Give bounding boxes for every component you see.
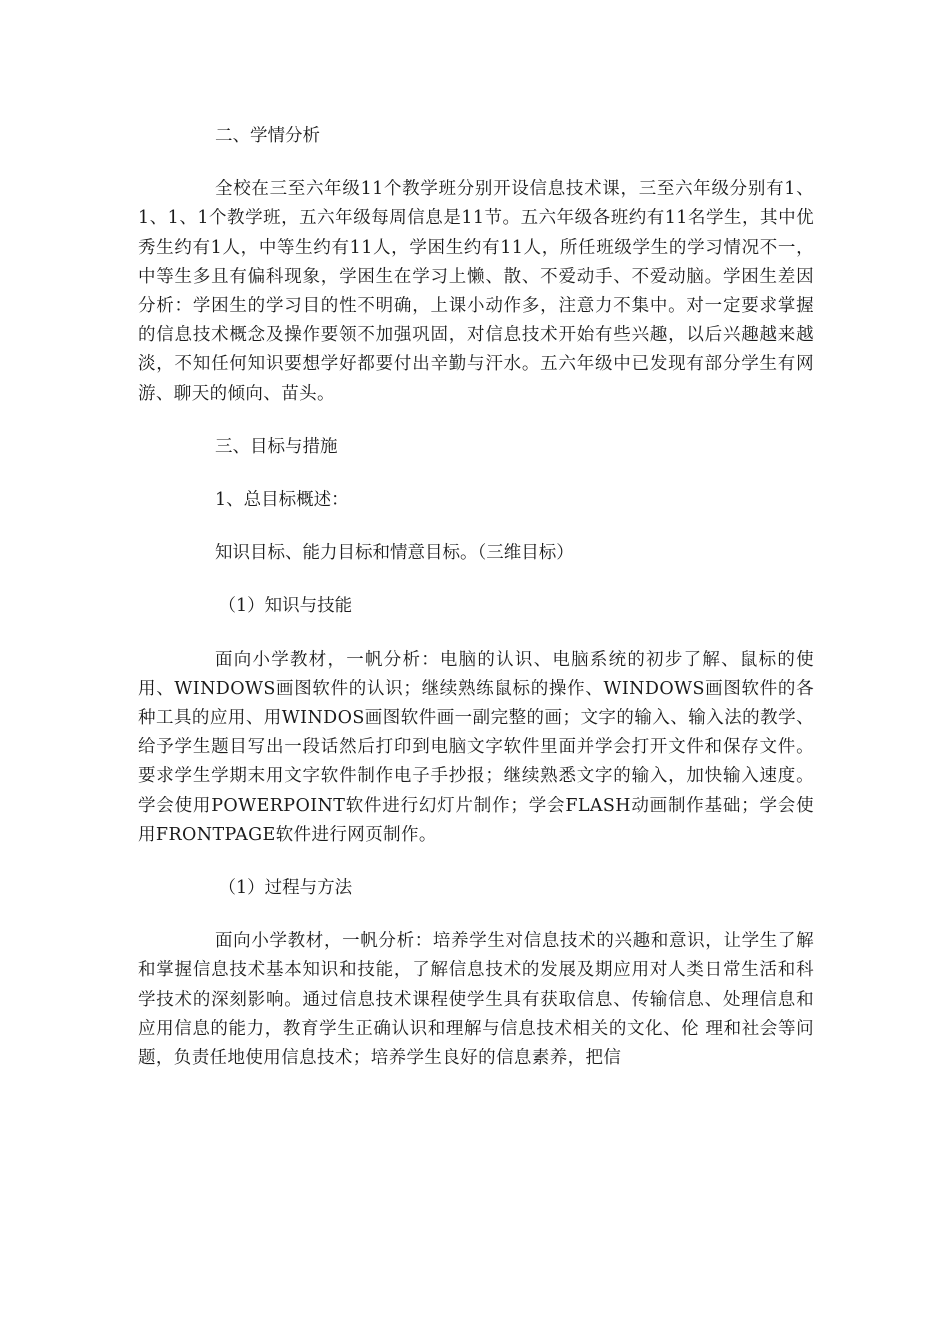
process-methods-body: 面向小学教材，一帆分析：培养学生对信息技术的兴趣和意识，让学生了解和掌握信息技术基本知识和技能，了解信息技术的发展及期应用对人类日常生活和科学技术的深刻影响。通过信息技术课程使学生具有获取信息、传输信息、处理信息和应用信息的能力，教育学生正确认识和理解与信息技术相关的文化、伦 理和社会等问题，负责任地使用信息技术；培养学生良好的信息素养，把信	[138, 931, 814, 1069]
document-page	[138, 122, 814, 1097]
process-methods-heading: （1）过程与方法	[218, 878, 353, 899]
knowledge-skills-body: 面向小学教材，一帆分析：电脑的认识、电脑系统的初步了解、鼠标的使用、WINDOWS画图软件的认识；继续熟练鼠标的操作、WINDOWS画图软件的各种工具的应用、用WINDOS画图软件画一副完整的画；文字的输入、输入法的教学、给予学生题目写出一段话然后打印到电脑文字软件里面并学会打开文件和保存文件。要求学生学期末用文字软件制作电子手抄报；继续熟悉文字的输入，加快输入速度。学会使用POWERPOINT软件进行幻灯片制作；学会FLASH动画制作基础；学会使用FRONTPAGE软件进行网页制作。	[138, 649, 814, 845]
knowledge-skills-heading: （1）知识与技能	[218, 596, 353, 617]
section-2-heading: 二、学情分析	[215, 126, 320, 146]
section-2-body: 全校在三至六年级11个教学班分别开设信息技术课，三至六年级分别有1、1、1、1个教学班，五六年级每周信息是11节。五六年级各班约有11名学生，其中优秀生约有1人，中等生约有11人，学困生约有11人，所任班级学生的学习情况不一，中等生多且有偏科现象，学困生在学习上懒、散、不爱动手、不爱动脑。学困生差因分析：学困生的学习目的性不明确，上课小动作多，注意力不集中。对一定要求掌握的信息技术概念及操作要领不加强巩固，对信息技术开始有些兴趣，以后兴趣越来越淡，不知任何知识要想学好都要付出辛勤与汗水。五六年级中已发现有部分学生有网游、聊天的倾向、苗头。	[138, 179, 814, 404]
section-3-heading: 三、目标与措施	[215, 436, 338, 457]
section-3-1-body: 知识目标、能力目标和情意目标。（三维目标）	[215, 543, 574, 564]
section-3-1-heading: 1、总目标概述：	[215, 490, 349, 511]
